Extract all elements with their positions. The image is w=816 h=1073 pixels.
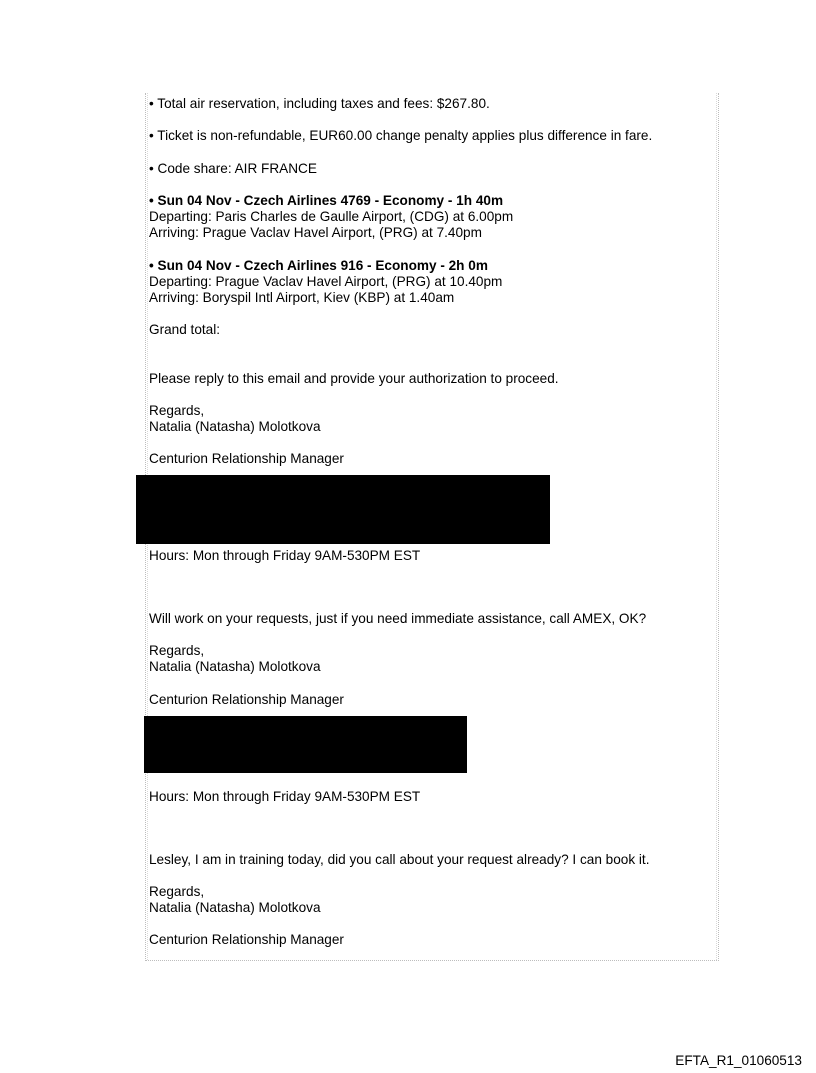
- message-3-body: Lesley, I am in training today, did you call about your request already? I can book it.: [149, 852, 650, 867]
- message-2-signature-title: Centurion Relationship Manager: [149, 692, 344, 707]
- flight-2-header: • Sun 04 Nov - Czech Airlines 916 - Economy - 2h 0m: [149, 258, 488, 273]
- message-3-regards: Regards,: [149, 884, 205, 899]
- message-3-signature-name: Natalia (Natasha) Molotkova: [149, 900, 321, 915]
- message-2-signature-name: Natalia (Natasha) Molotkova: [149, 659, 321, 674]
- flight-2-arriving: Arriving: Boryspil Intl Airport, Kiev (KBP) at 1.40am: [149, 290, 455, 305]
- redaction-block-2: [144, 716, 467, 773]
- ticket-policy-text: • Ticket is non-refundable, EUR60.00 change penalty applies plus difference in fare.: [149, 128, 653, 143]
- code-share-text: • Code share: AIR FRANCE: [149, 161, 317, 176]
- document-id-stamp: EFTA_R1_01060513: [675, 1053, 802, 1068]
- flight-1-departing: Departing: Paris Charles de Gaulle Airport, (CDG) at 6.00pm: [149, 209, 514, 224]
- message-2-hours: Hours: Mon through Friday 9AM-530PM EST: [149, 789, 421, 804]
- grand-total-label: Grand total:: [149, 322, 221, 337]
- flight-2-departing: Departing: Prague Vaclav Havel Airport, (PRG) at 10.40pm: [149, 274, 503, 289]
- message-1-signature-title: Centurion Relationship Manager: [149, 451, 344, 466]
- message-1-hours: Hours: Mon through Friday 9AM-530PM EST: [149, 548, 421, 563]
- redaction-block-1: [136, 475, 550, 544]
- message-1-regards: Regards,: [149, 403, 205, 418]
- total-reservation-text: • Total air reservation, including taxes and fees: $267.80.: [149, 96, 490, 111]
- message-3-signature-title: Centurion Relationship Manager: [149, 932, 344, 947]
- message-1-signature-name: Natalia (Natasha) Molotkova: [149, 419, 321, 434]
- message-2-body: Will work on your requests, just if you need immediate assistance, call AMEX, OK?: [149, 611, 647, 626]
- message-1-body: Please reply to this email and provide your authorization to proceed.: [149, 371, 559, 386]
- flight-1-arriving: Arriving: Prague Vaclav Havel Airport, (PRG) at 7.40pm: [149, 225, 482, 240]
- message-2-regards: Regards,: [149, 643, 205, 658]
- flight-1-header: • Sun 04 Nov - Czech Airlines 4769 - Economy - 1h 40m: [149, 193, 504, 208]
